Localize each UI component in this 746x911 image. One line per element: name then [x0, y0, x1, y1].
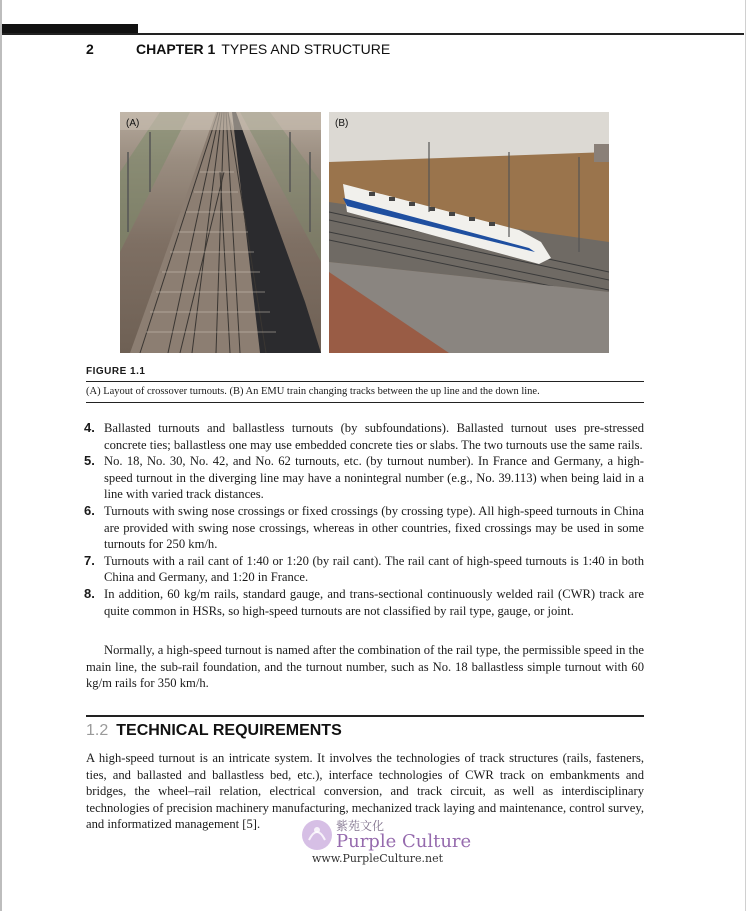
chapter-title: TYPES AND STRUCTURE: [221, 41, 391, 57]
chapter-label: CHAPTER 1: [136, 41, 216, 57]
list-item: [86, 586, 644, 619]
list-item: [86, 553, 644, 586]
list-item-text: In addition, 60 kg/m rails, standard gauge, and trans-sectional continuously welded rail (CWR) track are quite common in HSRs, so high-speed turnouts are not classified by rail type, gauge, or joint.: [104, 586, 644, 618]
publisher-watermark: [300, 812, 490, 868]
watermark-url: www.PurpleCulture.net: [312, 852, 444, 865]
emu-train-illustration: [329, 112, 609, 353]
panel-a-tag: (A): [126, 118, 140, 129]
section-body: A high-speed turnout is an intricate system. It involves the technologies of track structures (rails, fasteners, ties, and ballasted and ballastless bed, etc.), interface technologies of CWR track on embankments and bridges, the wheel–rail relation, electrical conversion, and track circuit, as well as interdisciplinary technologies of precision machinery manufacturing, mechanized track laying and maintenance, control survey, and informatized management [5].: [86, 751, 644, 832]
figure-caption-rule-top: [86, 381, 644, 382]
figure-photo-b: [329, 112, 609, 353]
list-item-text: Turnouts with swing nose crossings or fixed crossings (by crossing type). All high-speed turnouts in China are provided with swing nose crossings, whereas in other countries, fixed crossings may be used in some turnouts for 250 km/h.: [104, 503, 644, 552]
figure-caption: (A) Layout of crossover turnouts. (B) An EMU train changing tracks between the up line and the down line.: [86, 386, 540, 397]
watermark-brand: Purple Culture: [336, 831, 472, 852]
list-item-number: 6.: [84, 502, 95, 518]
list-item-number: 4.: [84, 420, 95, 435]
list-item: [86, 420, 644, 453]
watermark-chinese: 紫苑文化: [336, 819, 385, 833]
page-number: 2: [86, 41, 94, 57]
list-item-number: 8.: [84, 585, 95, 601]
list-item-text: Turnouts with a rail cant of 1:40 or 1:20 (by rail cant). The rail cant of high-speed turnouts is 1:40 in both China and Germany, and 1:20 in France.: [104, 553, 644, 585]
running-header: [86, 41, 391, 57]
purple-culture-logo-icon: [300, 818, 334, 852]
figure-photo-a: [120, 112, 321, 353]
section-rule: [86, 715, 644, 717]
body-paragraph: Normally, a high-speed turnout is named after the combination of the rail type, the permissible speed in the main line, the sub-rail foundation, and the turnout number, such as No. 18 ballastless simple turnout with 60 kg/m rails for 350 km/h.: [86, 643, 644, 691]
header-rule: [0, 33, 744, 35]
section-number: 1.2: [86, 722, 109, 739]
list-item-number: 5.: [84, 453, 95, 469]
section-title: TECHNICAL REQUIREMENTS: [116, 722, 342, 739]
list-item-text: No. 18, No. 30, No. 42, and No. 62 turnouts, etc. (by turnout number). In France and Germany, a high-speed turnout in the diverging line may have a nonintegral number (e.g., No. 39.113) when being laid in a line with varied track distances.: [104, 454, 644, 502]
chapter-heading: [136, 41, 390, 57]
list-item: [86, 503, 644, 553]
list-item-text: Ballasted turnouts and ballastless turnouts (by subfoundations). Ballasted turnout uses pre-stressed concrete ties; ballastless one may use embedded concrete ties or slabs. The two turnouts use the same rails.: [104, 421, 644, 452]
panel-b-tag: (B): [335, 118, 349, 129]
crossover-tracks-illustration: [120, 112, 321, 353]
figure-label: FIGURE 1.1: [86, 366, 146, 377]
section-heading: [86, 722, 342, 740]
figure-caption-rule-bottom: [86, 402, 644, 403]
list-item: [86, 453, 644, 503]
turnout-classification-list: [86, 420, 644, 619]
list-item-number: 7.: [84, 552, 95, 568]
